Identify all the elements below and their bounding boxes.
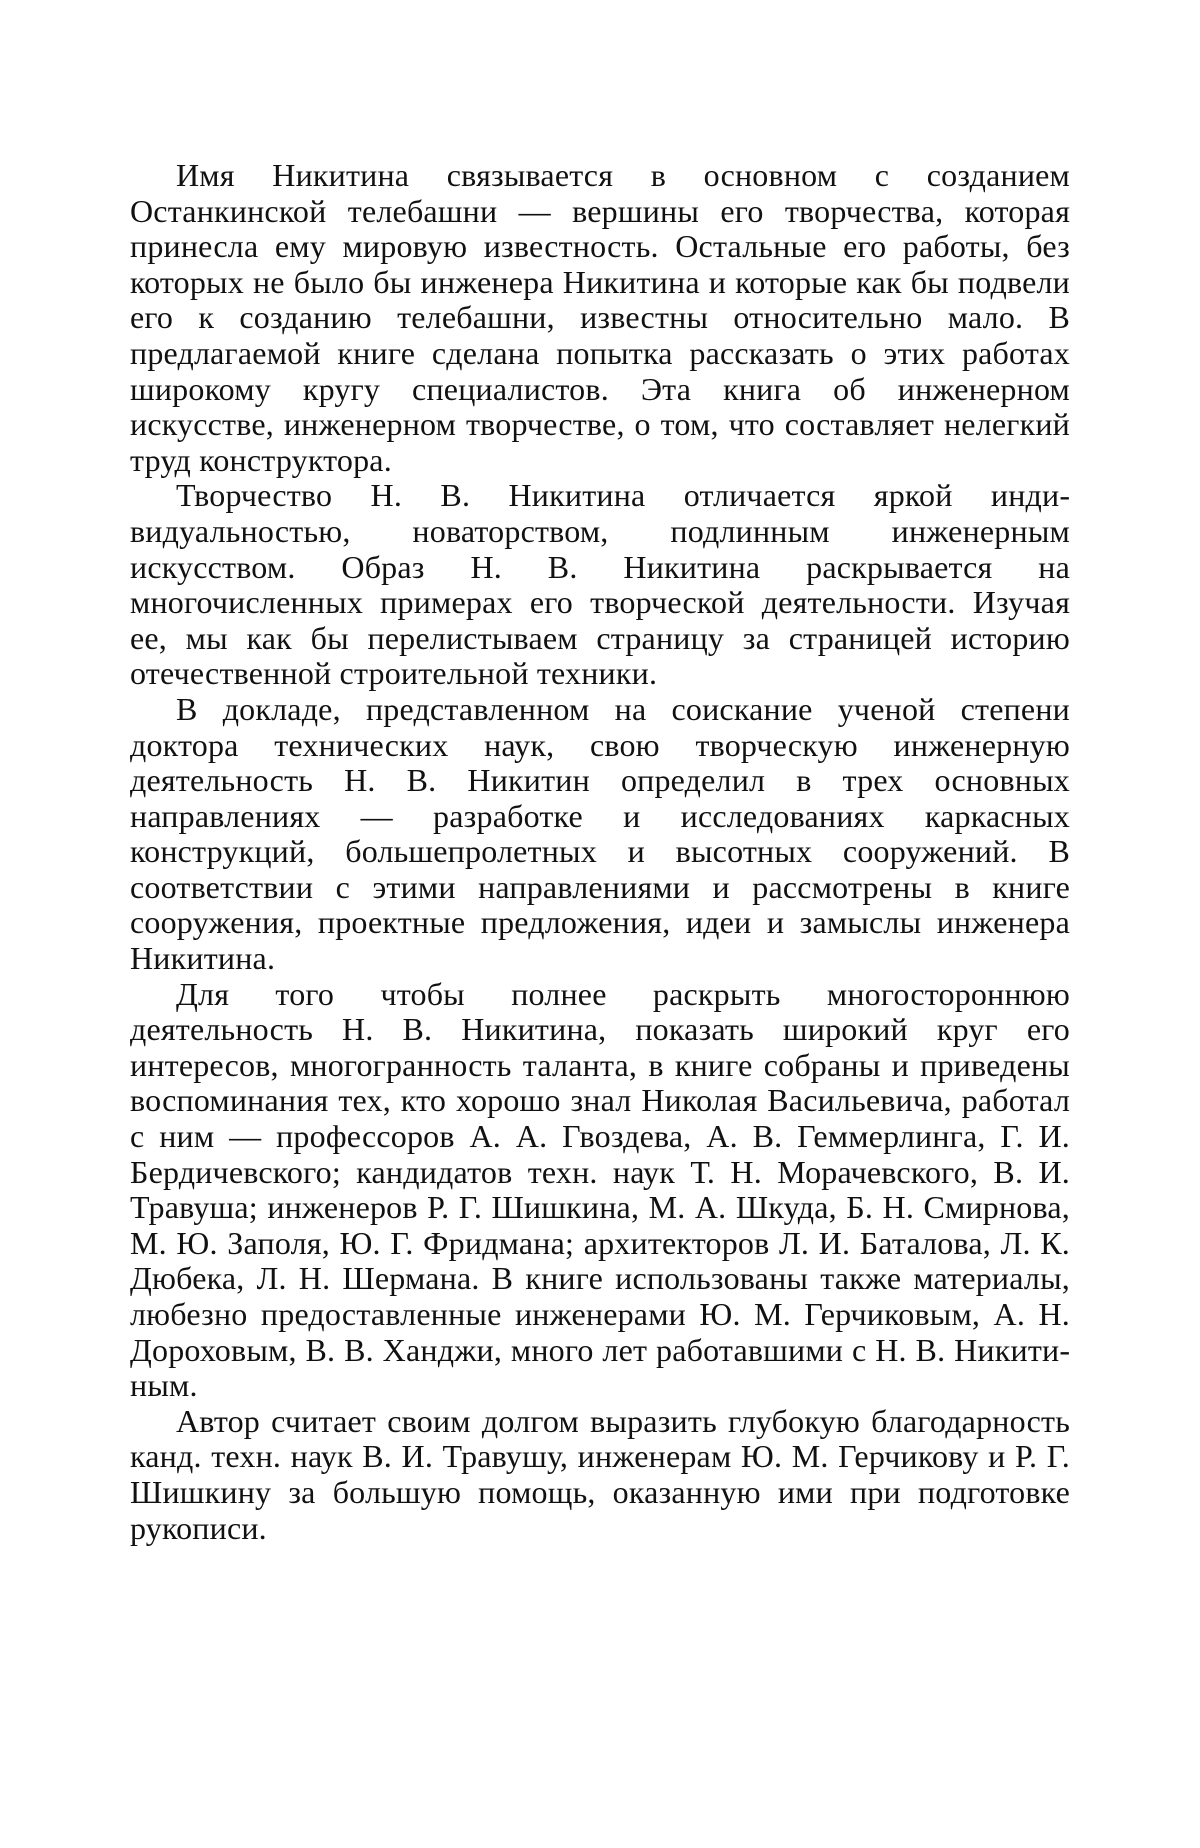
paragraph-dissertation: В докладе, представленном на соискание ученой степени доктора технических наук, свою творческую инженерную деятельность Н. В. Никитин определил в трех основных направлениях — разработке и исследованиях каркасных конструкций, большепролетных и высотных сооружений. В соответствии с этими направлениями и рассмотрены в книге сооружения, проектные предложения, идеи и замыслы инженера Никитина. <box>130 690 1070 977</box>
paragraph-acknowledgements: Автор считает своим долгом выразить глубокую благодарность канд. техн. наук В. И. Травушу, инженерам Ю. М. Герчикову и Р. Г. Шишкину за большую помощь, оказанную ими при подготовке рукописи. <box>130 1402 1070 1546</box>
paragraph-intro: Имя Никитина связывается в основном с созданием Останкинской телебашни — вершины его творчества, которая принесла ему мировую известность. Остальные его работы, без которых не было бы инженера Никитина и которые как бы подвели его к созданию телебашни, известны относительно мало. В предлагаемой книге сделана попытка рассказать о этих работах широкому кругу специалистов. Эта книга об инженерном искусстве, инженерном творчестве, о том, что составляет нелегкий труд конструктора. <box>130 157 1070 478</box>
paragraph-creativity: Творчество Н. В. Никитина отличается яркой индивидуальностью, новаторством, подлинным инженерным искусством. Образ Н. В. Никитина раскрывается на многочисленных примерах его творческой деятельности. Изучая ее, мы как бы перелистываем страницу за страницей историю отечественной строительной техники. <box>130 477 1070 692</box>
paragraph-memoirs: Для того чтобы полнее раскрыть многостороннюю деятельность Н. В. Никитина, показать широкий круг его интересов, многогранность таланта, в книге собраны и приведены воспоминания тех, кто хорошо знал Николая Васильевича, работал с ним — профессоров А. А. Гвоздева, А. В. Геммерлинга, Г. И. Бердичевского; кандидатов техн. наук Т. Н. Морачевского, В. И. Травуша; инженеров Р. Г. Шишкина, М. А. Шкуда, Б. Н. Смирнова, М. Ю. Заполя, Ю. Г. Фридмана; архитекторов Л. И. Баталова, Л. К. Дюбека, Л. Н. Шермана. В книге использованы также материалы, любезно предоставленные инженерами Ю. М. Герчиковым, А. Н. Дороховым, В. В. Ханджи, много лет работавшими с Н. В. Никитиным. <box>130 975 1070 1404</box>
book-page-text <box>130 158 1070 1546</box>
